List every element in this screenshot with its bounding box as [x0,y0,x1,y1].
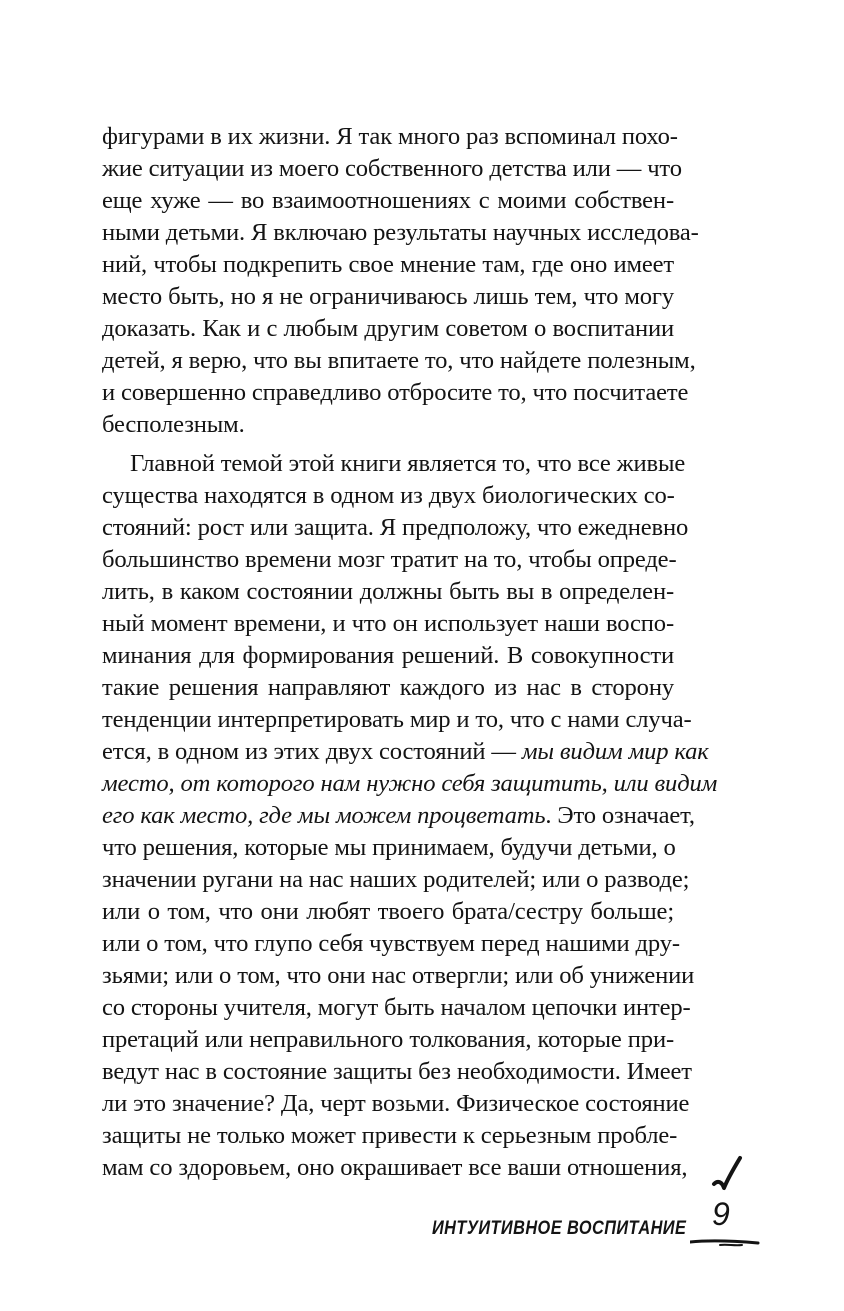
body-line: большинство времени мозг тратит на то, чтобы опреде- [102,546,677,573]
body-line: претаций или неправильного толкования, которые при- [102,1026,674,1053]
body-line: ными детьми. Я включаю результаты научных исследова- [102,219,699,246]
body-line: или о том, что они любят твоего брата/сестру больше; [102,898,674,925]
body-line: значении ругани на нас наших родителей; или о разводе; [102,866,690,893]
body-line: тенденции интерпретировать мир и то, что с нами случа- [102,706,692,733]
body-line: мам со здоровьем, оно окрашивает все ваши отношения, [102,1154,688,1181]
body-line: ли это значение? Да, черт возьми. Физическое состояние [102,1090,690,1117]
running-footer-title: ИНТУИТИВНОЕ ВОСПИТАНИЕ [432,1218,687,1239]
body-line: лить, в каком состоянии должны быть вы в определен- [102,578,674,605]
body-line-mixed [102,800,695,832]
italic-phrase: место, от которого нам нужно себя защитить, или видим [102,770,718,797]
italic-phrase: мы видим мир как [521,738,709,765]
body-line: бесполезным. [102,411,245,438]
body-line: жие ситуации из моего собственного детства или — что [102,155,682,182]
body-line: детей, я верю, что вы впитаете то, что найдете полезным, [102,347,696,374]
body-line: защиты не только может привести к серьезным пробле- [102,1122,678,1149]
body-line: место быть, но я не ограничиваюсь лишь тем, что могу [102,283,674,310]
body-line: ний, чтобы подкрепить свое мнение там, где оно имеет [102,251,674,278]
body-line: и совершенно справедливо отбросите то, что посчитаете [102,379,689,406]
body-line: минания для формирования решений. В совокупности [102,642,674,669]
body-line: что решения, которые мы принимаем, будучи детьми, о [102,834,676,861]
body-text-span: ется, в одном из этих двух состояний — [102,738,522,765]
body-line: стояний: рост или защита. Я предположу, что ежедневно [102,514,689,541]
paragraph-first-line: Главной темой этой книги является то, что все живые [130,450,686,477]
body-line: такие решения направляют каждого из нас в сторону [102,674,674,701]
body-line: или о том, что глупо себя чувствуем перед нашими дру- [102,930,680,957]
body-line-italic [102,768,718,800]
body-line: зьями; или о том, что они нас отвергли; или об унижении [102,962,695,989]
body-line: ведут нас в состояние защиты без необходимости. Имеет [102,1058,692,1085]
body-line: доказать. Как и с любым другим советом о воспитании [102,315,674,342]
body-line: существа находятся в одном из двух биологических со- [102,482,675,509]
body-line: ный момент времени, и что он использует наши воспо- [102,610,674,637]
body-line: фигурами в их жизни. Я так много раз вспоминал похо- [102,123,678,150]
body-line: со стороны учителя, могут быть началом цепочки интер- [102,994,691,1021]
body-line-mixed [102,736,709,768]
italic-phrase: его как место, где мы можем процветать [102,802,546,829]
body-text-span: . Это означает, [545,802,695,829]
body-line: еще хуже — во взаимоотношениях с моими собствен- [102,187,674,214]
page-number: 9 [712,1196,730,1232]
